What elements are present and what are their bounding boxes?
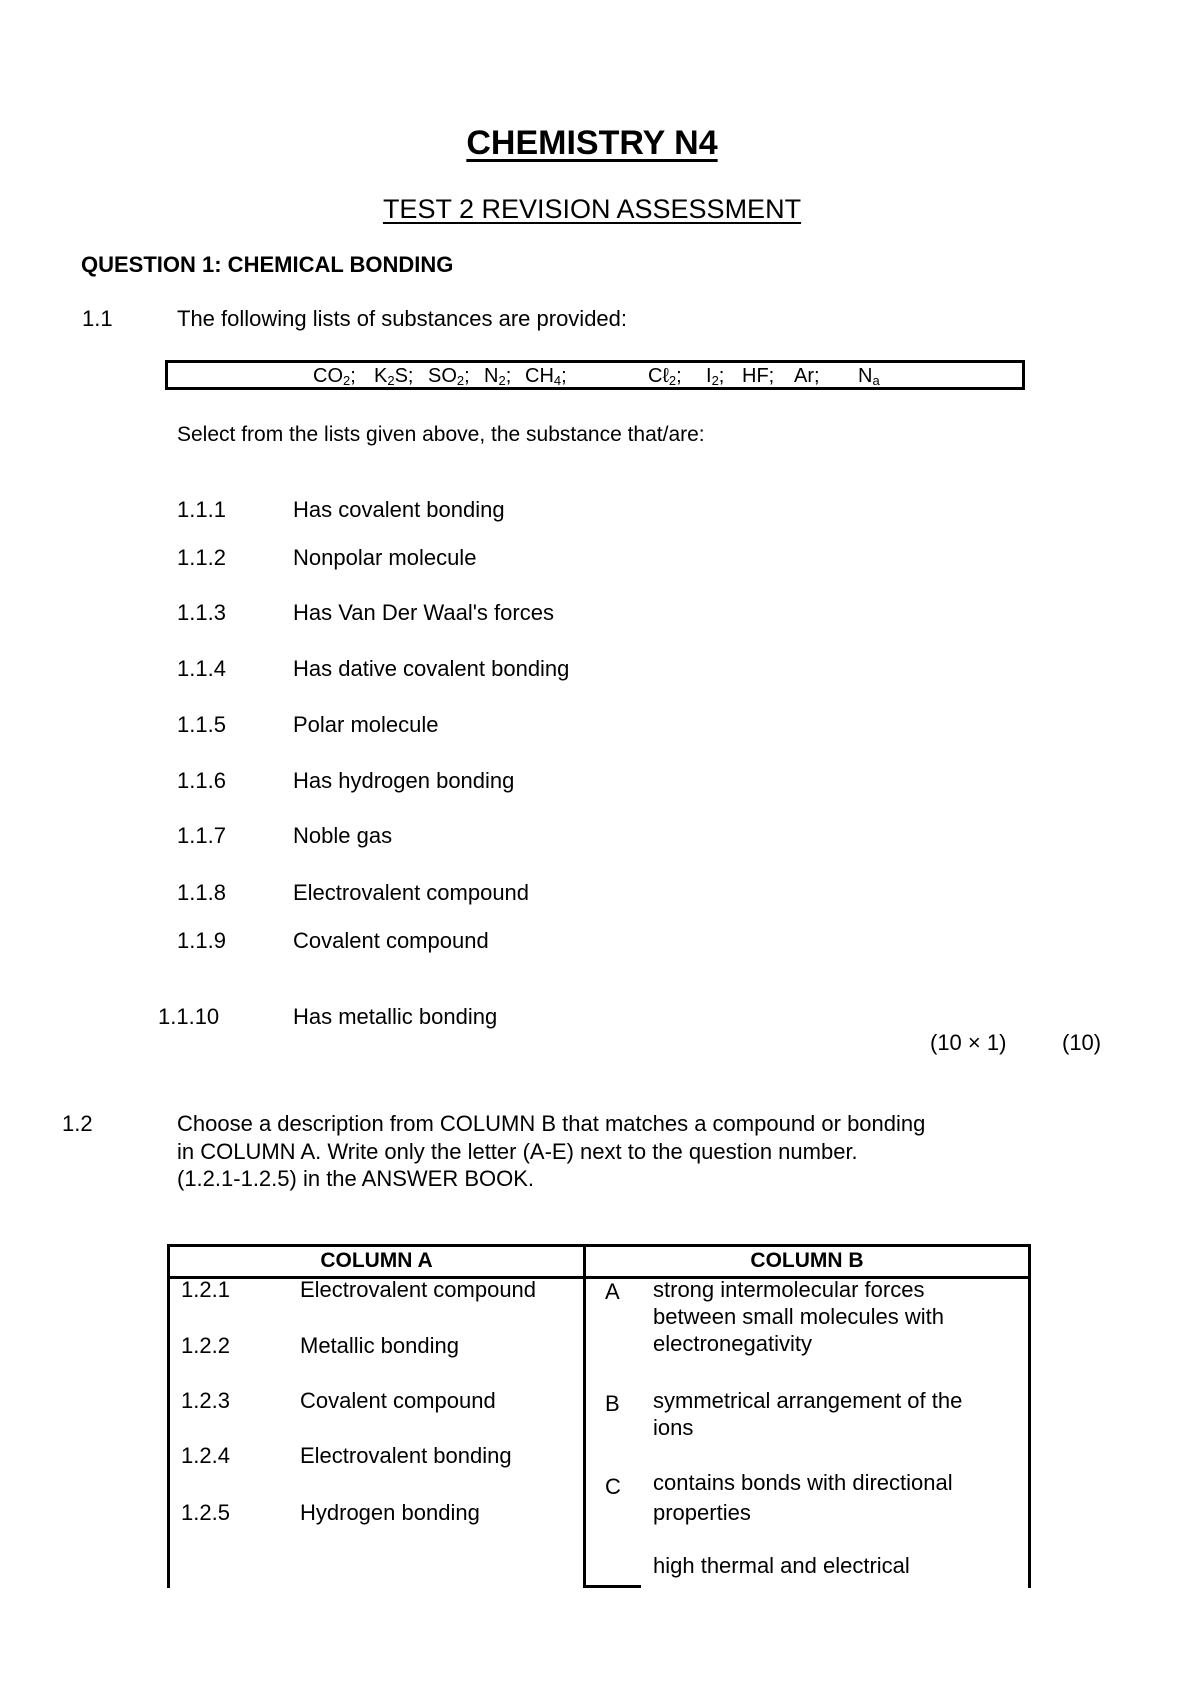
- substance-ch4: $CH_4$;: [525, 365, 567, 388]
- column-b-text: contains bonds with directional: [653, 1470, 953, 1495]
- item-text: Covalent compound: [293, 928, 489, 953]
- question-1-2-prompt-line: Choose a description from COLUMN B that matches a compound or bonding: [177, 1111, 926, 1136]
- table-cell-bottom: [583, 1585, 641, 1588]
- column-a-number: 1.2.3: [181, 1388, 230, 1413]
- column-b-text: properties: [653, 1500, 751, 1525]
- column-b-text: strong intermolecular forces: [653, 1277, 925, 1302]
- instruction-text: Select from the lists given above, the substance that/are:: [177, 423, 705, 446]
- column-a-number: 1.2.1: [181, 1277, 230, 1302]
- item-number: 1.1.10: [158, 1004, 220, 1029]
- substance-k2s: $K_2S$;: [374, 365, 414, 388]
- item-number: 1.1.9: [177, 928, 226, 953]
- item-text: Has dative covalent bonding: [293, 656, 570, 681]
- column-a-text: Electrovalent compound: [300, 1277, 537, 1302]
- table-column-divider: [583, 1244, 586, 1588]
- substance-co2: $CO_2$;: [313, 365, 356, 388]
- column-a-text: Metallic bonding: [300, 1333, 459, 1358]
- item-text: Nonpolar molecule: [293, 545, 477, 570]
- substance-i2: $I_2$;: [706, 365, 725, 388]
- substance-n2: $N_2$;: [484, 365, 512, 388]
- column-b-letter: A: [605, 1279, 620, 1304]
- item-text: Has Van Der Waal's forces: [293, 600, 554, 625]
- column-a-number: 1.2.5: [181, 1500, 230, 1525]
- column-a-number: 1.2.4: [181, 1443, 230, 1468]
- column-a-header: COLUMN A: [320, 1249, 433, 1272]
- column-b-text: electronegativity: [653, 1331, 812, 1356]
- column-a-text: Covalent compound: [300, 1388, 496, 1413]
- item-number: 1.1.8: [177, 880, 226, 905]
- substance-ar: Ar;: [794, 365, 820, 387]
- column-b-text: between small molecules with: [653, 1304, 945, 1329]
- item-text: Has covalent bonding: [293, 497, 505, 522]
- marks-multiplier: (10 × 1): [930, 1030, 1007, 1055]
- question-1-heading: QUESTION 1: CHEMICAL BONDING: [81, 252, 454, 277]
- page-title: CHEMISTRY N4: [466, 124, 718, 162]
- item-number: 1.1.7: [177, 823, 226, 848]
- item-number: 1.1.4: [177, 656, 226, 681]
- question-1-1-prompt: The following lists of substances are provided:: [177, 306, 628, 331]
- column-b-text: symmetrical arrangement of the: [653, 1388, 963, 1413]
- question-1-2-prompt-line: in COLUMN A. Write only the letter (A-E) next to the question number.: [177, 1139, 858, 1164]
- substance-cl2: Cℓ$_2$;: [648, 365, 682, 388]
- item-text: Has metallic bonding: [293, 1004, 498, 1029]
- item-number: 1.1.1: [177, 497, 226, 522]
- column-b-letter: C: [605, 1474, 621, 1499]
- item-number: 1.1.3: [177, 600, 226, 625]
- item-number: 1.1.5: [177, 712, 226, 737]
- item-text: Polar molecule: [293, 712, 439, 737]
- item-text: Electrovalent compound: [293, 880, 530, 905]
- column-a-text: Hydrogen bonding: [300, 1500, 480, 1525]
- item-text: Has hydrogen bonding: [293, 768, 515, 793]
- substance-na: $N_a$: [858, 365, 880, 388]
- question-1-1-number: 1.1: [82, 306, 113, 331]
- column-b-header: COLUMN B: [750, 1249, 864, 1272]
- table-border-top: [167, 1244, 1031, 1247]
- page-subtitle: TEST 2 REVISION ASSESSMENT: [382, 194, 802, 224]
- item-number: 1.1.2: [177, 545, 226, 570]
- column-a-text: Electrovalent bonding: [300, 1443, 512, 1468]
- column-b-text: high thermal and electrical: [653, 1553, 910, 1578]
- marks-total: (10): [1062, 1030, 1102, 1055]
- substance-hf: HF;: [742, 365, 775, 387]
- item-text: Noble gas: [293, 823, 393, 848]
- substance-so2: $SO_2$;: [428, 365, 470, 388]
- column-a-number: 1.2.2: [181, 1333, 230, 1358]
- question-1-2-number: 1.2: [62, 1111, 93, 1136]
- table-border-left: [167, 1244, 170, 1588]
- table-border-right: [1028, 1244, 1031, 1588]
- column-b-letter: B: [605, 1391, 620, 1416]
- substances-box: [165, 360, 1025, 390]
- question-1-2-prompt-line: (1.2.1-1.2.5) in the ANSWER BOOK.: [177, 1166, 535, 1191]
- column-b-text: ions: [653, 1415, 694, 1440]
- item-number: 1.1.6: [177, 768, 226, 793]
